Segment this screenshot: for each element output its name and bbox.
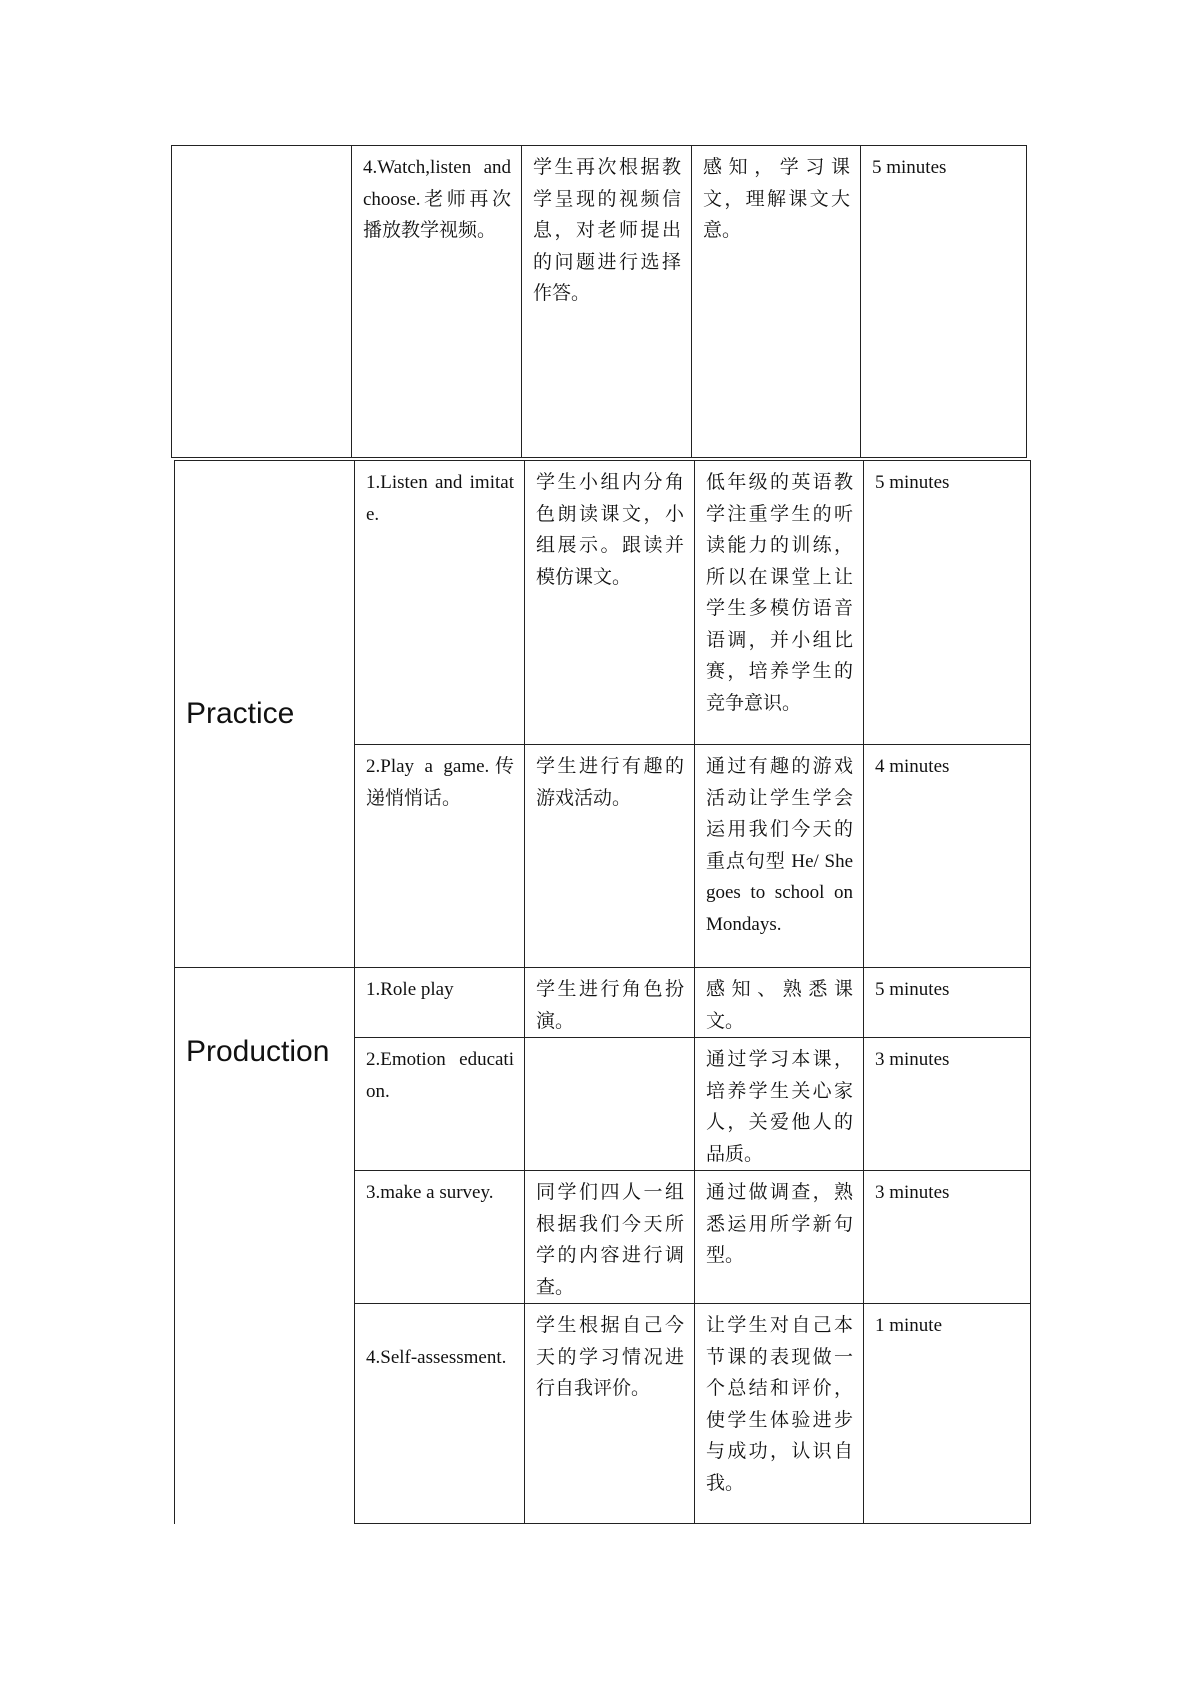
time-cell: 5 minutes [875, 979, 950, 1000]
time-cell: 5 minutes [872, 157, 947, 178]
purpose-cell: 感知，学习课文，理解课文大意。 [703, 157, 850, 241]
lesson-table-production [174, 967, 1031, 1524]
step-cell: 2.Play a game.传递悄悄话。 [366, 756, 514, 809]
purpose-cell: 通过做调查，熟悉运用所学新句型。 [706, 1182, 853, 1266]
step-cell: 3.make a survey. [366, 1182, 494, 1203]
step-cell: 1.Role play [366, 979, 454, 1000]
purpose-cell: 让学生对自己本节课的表现做一个总结和评价，使学生体验进步与成功，认识自我。 [706, 1315, 853, 1494]
purpose-cell: 低年级的英语教学注重学生的听读能力的训练，所以在课堂上让学生多模仿语音语调，并小组比赛，培养学生的竞争意识。 [706, 472, 853, 714]
step-cell: 4.Self-assessment. [366, 1347, 507, 1368]
stage-label-practice: Practice [186, 697, 295, 730]
lesson-table-practice [174, 460, 1031, 968]
purpose-cell: 通过学习本课，培养学生关心家人，关爱他人的品质。 [706, 1049, 853, 1165]
step-cell: 4.Watch,listen and choose.老师再次播放教学视频。 [363, 157, 511, 241]
lesson-table-top [171, 145, 1027, 458]
student-activity-cell [525, 1038, 694, 1044]
student-activity-cell: 同学们四人一组根据我们今天所学的内容进行调查。 [536, 1182, 684, 1298]
student-activity-cell: 学生进行有趣的游戏活动。 [536, 756, 684, 809]
table-row [175, 461, 1031, 745]
stage-label-production: Production [186, 1034, 330, 1068]
student-activity-cell: 学生小组内分角色朗读课文，小组展示。跟读并模仿课文。 [536, 472, 684, 588]
table-row [175, 968, 1031, 1038]
time-cell: 4 minutes [875, 756, 950, 777]
time-cell: 5 minutes [875, 472, 950, 493]
stage-cell-empty [172, 146, 352, 458]
time-cell: 3 minutes [875, 1049, 950, 1070]
purpose-cell: 通过有趣的游戏活动让学生学会运用我们今天的重点句型 He/ She goes to school on Mondays. [706, 756, 853, 935]
student-activity-cell: 学生根据自己今天的学习情况进行自我评价。 [536, 1315, 684, 1399]
student-activity-cell: 学生进行角色扮演。 [536, 979, 684, 1032]
student-activity-cell: 学生再次根据教学呈现的视频信息，对老师提出的问题进行选择作答。 [533, 157, 681, 304]
purpose-cell: 感知、熟悉课文。 [706, 979, 853, 1032]
step-cell: 1.Listen and imitate. [366, 472, 514, 525]
step-cell: 2.Emotion education. [366, 1049, 514, 1102]
time-cell: 3 minutes [875, 1182, 950, 1203]
time-cell: 1 minute [875, 1315, 943, 1336]
table-row [172, 146, 1027, 458]
